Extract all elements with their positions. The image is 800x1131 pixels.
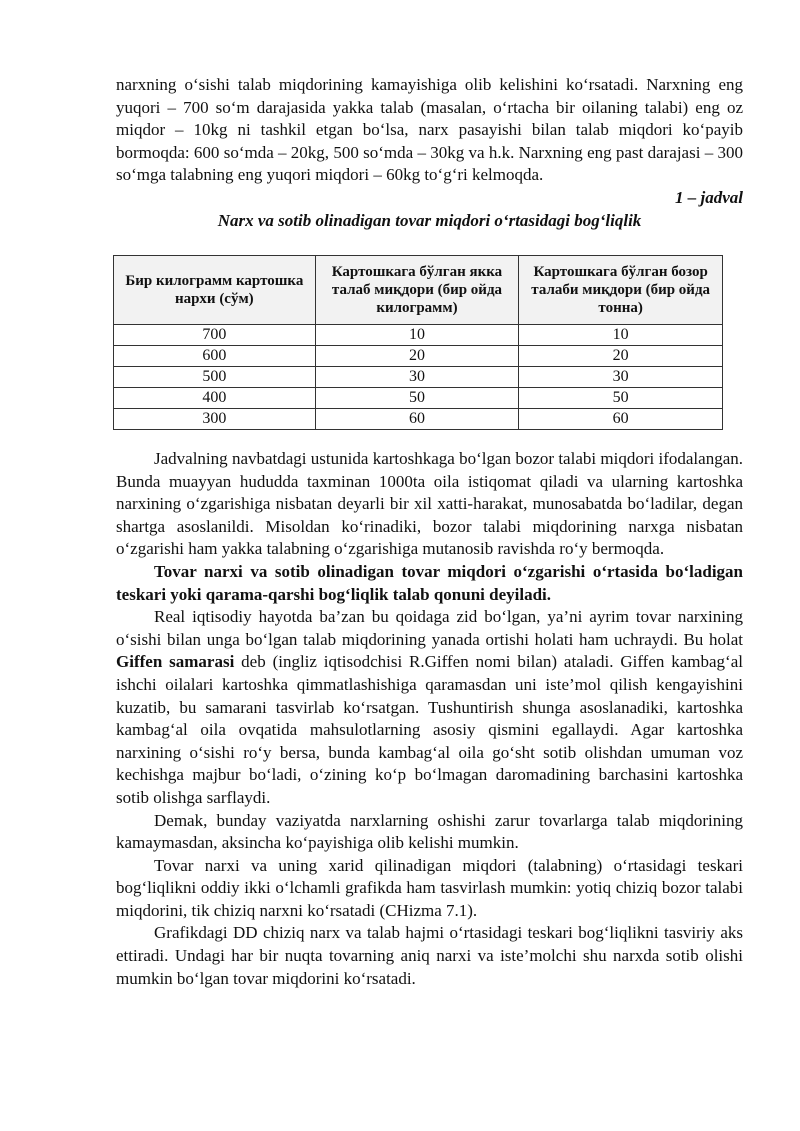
table-header-row [114, 256, 723, 325]
demand-law-definition: Tovar narxi va sotib olinadigan tovar miqdori o‘zgarishi o‘rtasida bo‘ladigan teskari yoki qarama-qarshi bog‘liqlik talab qonuni deyiladi. [116, 561, 743, 604]
header-individual-demand: Картошкага бўлган якка талаб миқдори (бир ойда килограмм) [315, 256, 519, 325]
table-row [114, 367, 723, 388]
cell-price: 400 [114, 388, 316, 409]
table-number: 1 – jadval [675, 187, 743, 207]
cell-individual-demand: 20 [315, 346, 519, 367]
paragraph-conclusion: Demak, bunday vaziyatda narxlarning oshishi zarur tovarlarga talab miqdorining kamaymasdan, aksincha ko‘payishiga olib kelishi mumkin. [116, 810, 743, 853]
cell-market-demand: 10 [519, 325, 723, 346]
cell-individual-demand: 60 [315, 409, 519, 430]
text-block-bottom [116, 448, 743, 990]
giffen-text-after: deb (ingliz iqtisodchisi R.Giffen nomi bilan) ataladi. Giffen kambag‘al ishchi oilalari kartoshka qimmatlashishiga qaramasdan uni iste’mol qilish kengayishini kuzatib, bu samarani tasvirlab ko‘rsatgan. Tushuntirish shunga asoslanadiki, kartoshka kambag‘al oila ovqatida mahsulotlarning asosiy qismini egallaydi. Agar kartoshka narxining o‘sishi ro‘y bersa, bunda kambag‘al oila go‘sht sotib olishdan umuman voz kechishga majbur bo‘ladi, o‘zining ko‘p bo‘lmagan daromadining barchasini kartoshka sotib olishga sarflaydi. [116, 652, 743, 807]
paragraph-market-demand: Jadvalning navbatdagi ustunida kartoshkaga bo‘lgan bozor talabi miqdori ifodalangan. Bunda muayyan hududda taxminan 1000ta oila istiqomat qiladi va ularning kartoshka narxining o‘zgarishiga nisbatan deyarli bir xil xatti-harakat, munosabatda bo‘ladilar, degan shartga asoslanildi. Misoldan ko‘rinadiki, bozor talabi miqdorining narxga nisbatan o‘zgarishi ham yakka talabning o‘zgarishiga mutanosib ravishda ro‘y bermoqda. [116, 449, 743, 559]
header-price: Бир килограмм картошка нархи (сўм) [114, 256, 316, 325]
table-row [114, 409, 723, 430]
header-market-demand: Картошкага бўлган бозор талаби миқдори (бир ойда тонна) [519, 256, 723, 325]
cell-individual-demand: 50 [315, 388, 519, 409]
cell-market-demand: 60 [519, 409, 723, 430]
table-row [114, 325, 723, 346]
text-block-top [116, 74, 743, 232]
cell-price: 300 [114, 409, 316, 430]
cell-individual-demand: 10 [315, 325, 519, 346]
table-row [114, 388, 723, 409]
paragraph-demand-law [116, 561, 743, 606]
paragraph-graph-intro: Tovar narxi va uning xarid qilinadigan miqdori (talabning) o‘rtasidagi teskari bog‘liqlikni oddiy ikki o‘lchamli grafikda ham tasvirlash mumkin: yotiq chiziq bozor talabi miqdorini, tik chiziq narxni ko‘rsatadi (CHizma 7.1). [116, 855, 743, 920]
paragraph-intro: narxning o‘sishi talab miqdorining kamayishiga olib kelishini ko‘rsatadi. Narxning eng yuqori – 700 so‘m darajasida yakka talab (masalan, o‘rtacha bir oilaning talabi) eng oz miqdor – 10kg ni tashkil etgan bo‘lsa, narx pasayishi bilan talab miqdori ko‘payib bormoqda: 600 so‘mda – 20kg, 500 so‘mda – 30kg va h.k. Narxning eng past darajasi – 300 so‘mga talabning eng yuqori miqdori – 60kg to‘g‘ri kelmoqda. [116, 75, 743, 185]
cell-price: 500 [114, 367, 316, 388]
cell-price: 600 [114, 346, 316, 367]
cell-market-demand: 50 [519, 388, 723, 409]
cell-price: 700 [114, 325, 316, 346]
giffen-effect-term: Giffen samarasi [116, 652, 235, 672]
cell-market-demand: 30 [519, 367, 723, 388]
table-row [114, 346, 723, 367]
paragraph-dd-line: Grafikdagi DD chiziq narx va talab hajmi o‘rtasidagi teskari bog‘liqlikni tasviriy aks ettiradi. Undagi har bir nuqta tovarning aniq narxi va iste’molchi shu narxda sotib olishi mumkin bo‘lgan tovar miqdorini ko‘rsatadi. [116, 923, 743, 988]
paragraph-giffen [116, 606, 743, 809]
price-demand-table [113, 255, 723, 430]
giffen-text-before: Real iqtisodiy hayotda ba’zan bu qoidaga zid bo‘lgan, ya’ni ayrim tovar narxining o‘sishi bilan unga bo‘lgan talab miqdorining yanada ortishi holati ham uchraydi. Bu holat [116, 607, 743, 649]
table-title: Narx va sotib olinadigan tovar miqdori o‘rtasidagi bog‘liqlik [217, 210, 642, 230]
cell-individual-demand: 30 [315, 367, 519, 388]
cell-market-demand: 20 [519, 346, 723, 367]
